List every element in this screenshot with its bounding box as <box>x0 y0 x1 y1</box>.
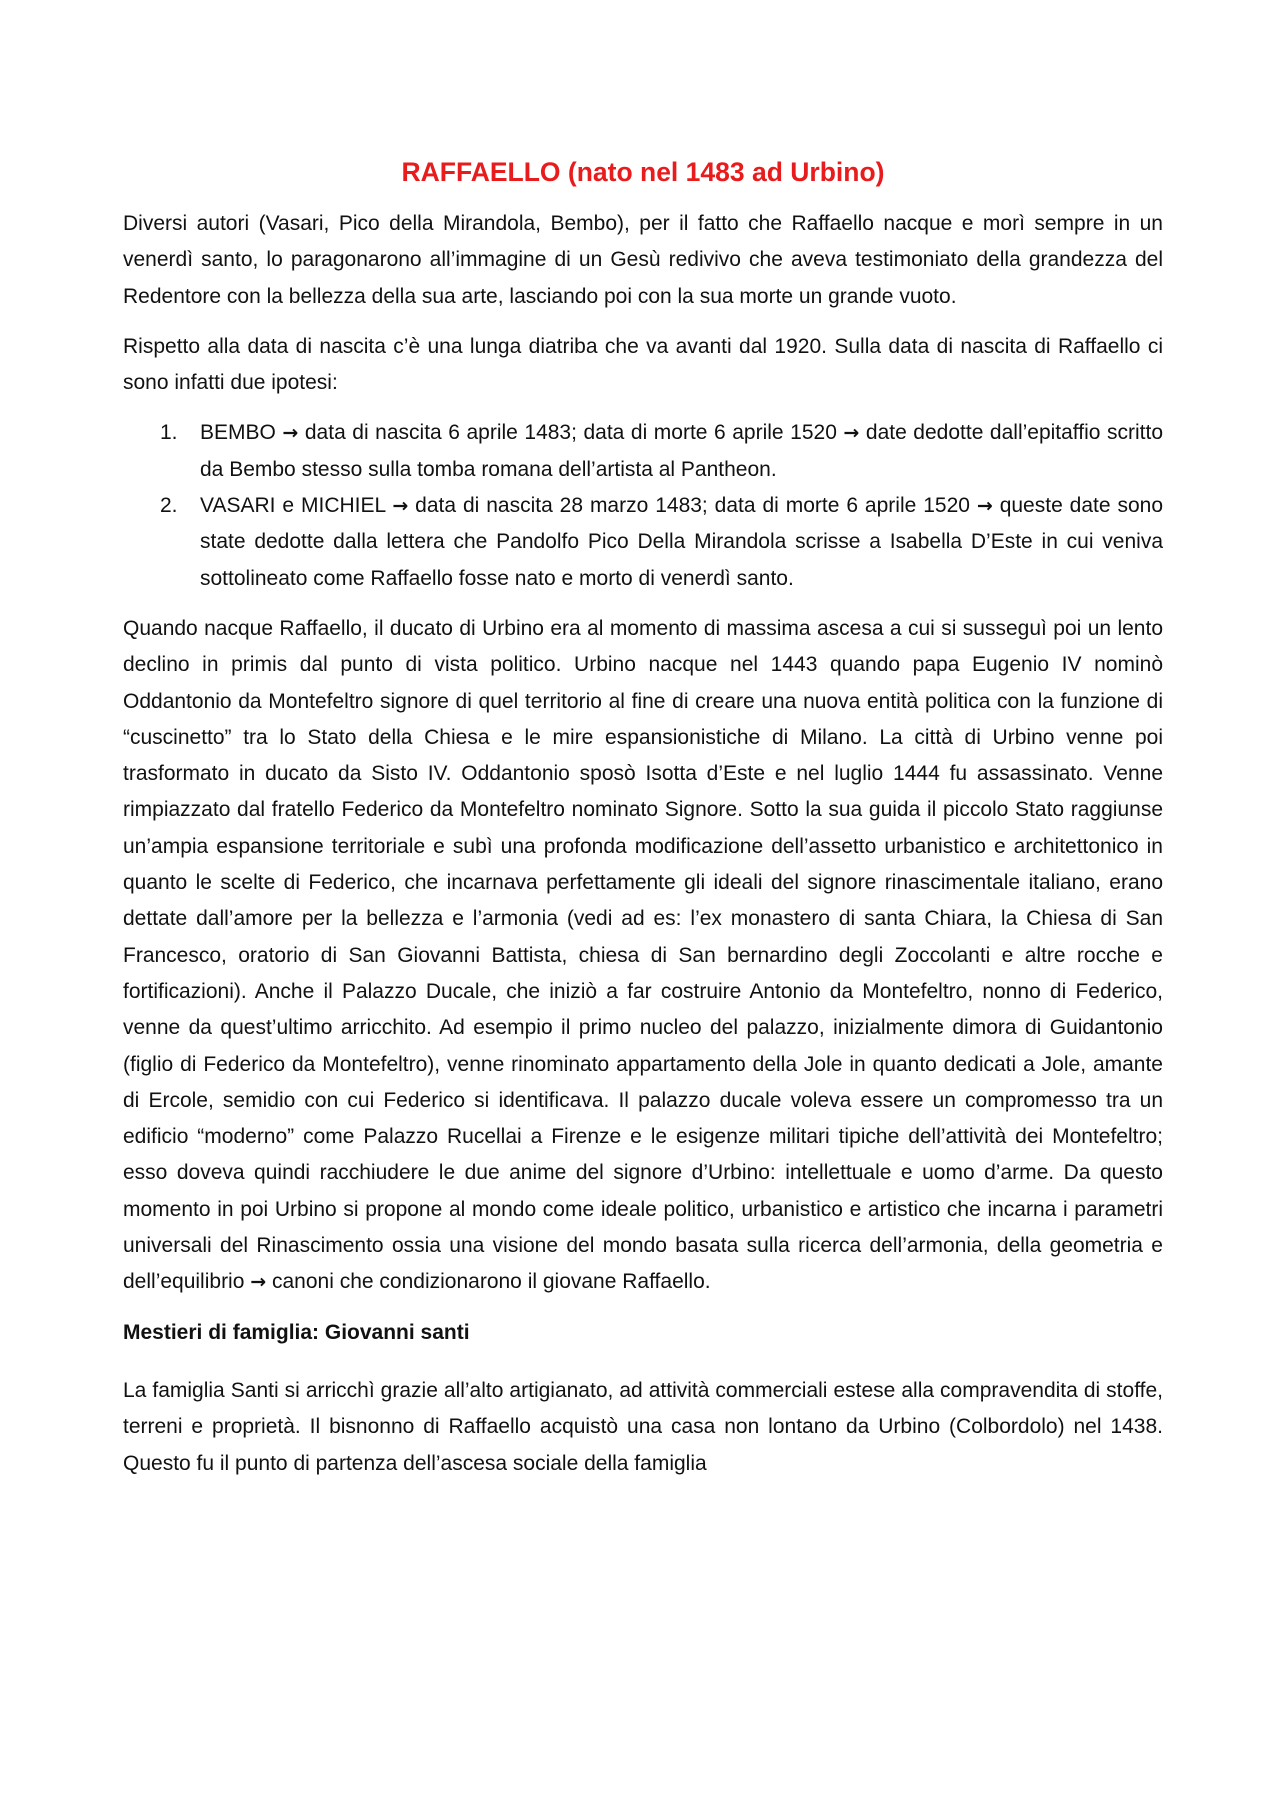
list-text: date dedotte dall’epitaffio scritto da Bembo stesso sulla tomba romana dell’artista al Pantheon. <box>200 421 1163 481</box>
title-subtitle: (nato nel 1483 ad Urbino) <box>560 157 885 187</box>
paragraph-birth-date: Rispetto alla data di nascita c’è una lunga diatriba che va avanti dal 1920. Sulla data di nascita di Raffaello ci sono infatti due ipotesi: <box>123 334 1163 395</box>
arrow-right-icon: → <box>282 422 299 445</box>
paragraph-urbino-text: Quando nacque Raffaello, il ducato di Urbino era al momento di massima ascesa a cui si susseguì poi un lento declino in primis dal punto di vista politico. Urbino nacque nel 1443 quando papa Eugenio IV nominò Oddantonio da Montefeltro signore di quel territorio al fine di creare una nuova entità politica con la funzione di “cuscinetto” tra lo Stato della Chiesa e le mire espansionistiche di Milano. La città di Urbino venne poi trasformato in ducato da Sisto IV. Oddantonio sposò Isotta d’Este e nel luglio 1444 fu assassinato. Venne rimpiazzato dal fratello Federico da Montefeltro nominato Signore. Sotto la sua guida il piccolo Stato raggiunse un’ampia espansione territoriale e subì una profonda modificazione dell’assetto urbanistico e architettonico in quanto le scelte di Federico, che incarnava perfettamente gli ideali del signore rinascimentale italiano, erano dettate dall’amore per la bellezza e l’armonia (vedi ad es: l’ex monastero di santa Chiara, la Chiesa di San Francesco, oratorio di San Giovanni Battista, chiesa di San bernardino degli Zoccolanti e altre rocche e fortificazioni). Anche il Palazzo Ducale, che iniziò a far costruire Antonio da Montefeltro, nonno di Federico, venne da quest’ultimo arricchito. Ad esempio il primo nucleo del palazzo, inizialmente dimora di Guidantonio (figlio di Federico da Montefeltro), venne rinominato appartamento della Jole in quanto dedicati a Jole, amante di Ercole, semidio con cui Federico si identificava. Il palazzo ducale voleva essere un compromesso tra un edificio “moderno” come Palazzo Rucellai a Firenze e le esigenze militari tipiche dell’attività dei Montefeltro; esso doveva quindi racchiudere le due anime del signore d’Urbino: intellettuale e uomo d’arme. Da questo momento in poi Urbino si propone al mondo come ideale politico, urbanistico e artistico che incarna i parametri universali del Rinascimento ossia una visione del mondo basata sulla ricerca dell’armonia, della geometria e dell’equilibrio <box>123 616 1163 1294</box>
section-heading: Mestieri di famiglia: Giovanni santi <box>123 1320 470 1344</box>
document-title <box>123 152 1163 192</box>
list-text: queste date sono state dedotte dalla lettera che Pandolfo Pico Della Mirandola scrisse a Isabella D’Este in cui veniva sottolineato come Raffaello fosse nato e morto di venerdì santo. <box>200 494 1163 590</box>
paragraph-urbino <box>123 611 1163 1301</box>
document-page <box>123 152 1163 1496</box>
list-item <box>123 415 1163 488</box>
list-number: 1. <box>160 421 178 445</box>
paragraph-intro: Diversi autori (Vasari, Pico della Mirandola, Bembo), per il fatto che Raffaello nacque e morì sempre in un venerdì santo, lo paragonarono all’immagine di un Gesù redivivo che aveva testimoniato della grandezza del Redentore con la bellezza della sua arte, lasciando poi con la sua morte un grande vuoto. <box>123 212 1163 308</box>
list-number: 2. <box>160 494 178 518</box>
paragraph-family: La famiglia Santi si arricchì grazie all’alto artigianato, ad attività commerciali estese alla compravendita di stoffe, terreni e proprietà. Il bisnonno di Raffaello acquistò una casa non lontano da Urbino (Colbordolo) nel 1438. Questo fu il punto di partenza dell’ascesa sociale della famiglia <box>123 1378 1163 1475</box>
paragraph-urbino-end: canoni che condizionarono il giovane Raffaello. <box>266 1270 711 1294</box>
list-text: data di nascita 6 aprile 1483; data di morte 6 aprile 1520 <box>298 421 844 445</box>
title-name: RAFFAELLO <box>401 157 561 187</box>
arrow-right-icon: → <box>976 495 993 518</box>
list-text: VASARI e MICHIEL <box>200 494 393 518</box>
arrow-right-icon: → <box>250 1271 267 1294</box>
list-item <box>123 488 1163 597</box>
list-text: data di nascita 28 marzo 1483; data di morte 6 aprile 1520 <box>408 494 977 518</box>
arrow-right-icon: → <box>843 422 860 445</box>
hypotheses-list <box>123 415 1163 596</box>
list-text: BEMBO <box>200 421 283 445</box>
arrow-right-icon: → <box>392 495 409 518</box>
